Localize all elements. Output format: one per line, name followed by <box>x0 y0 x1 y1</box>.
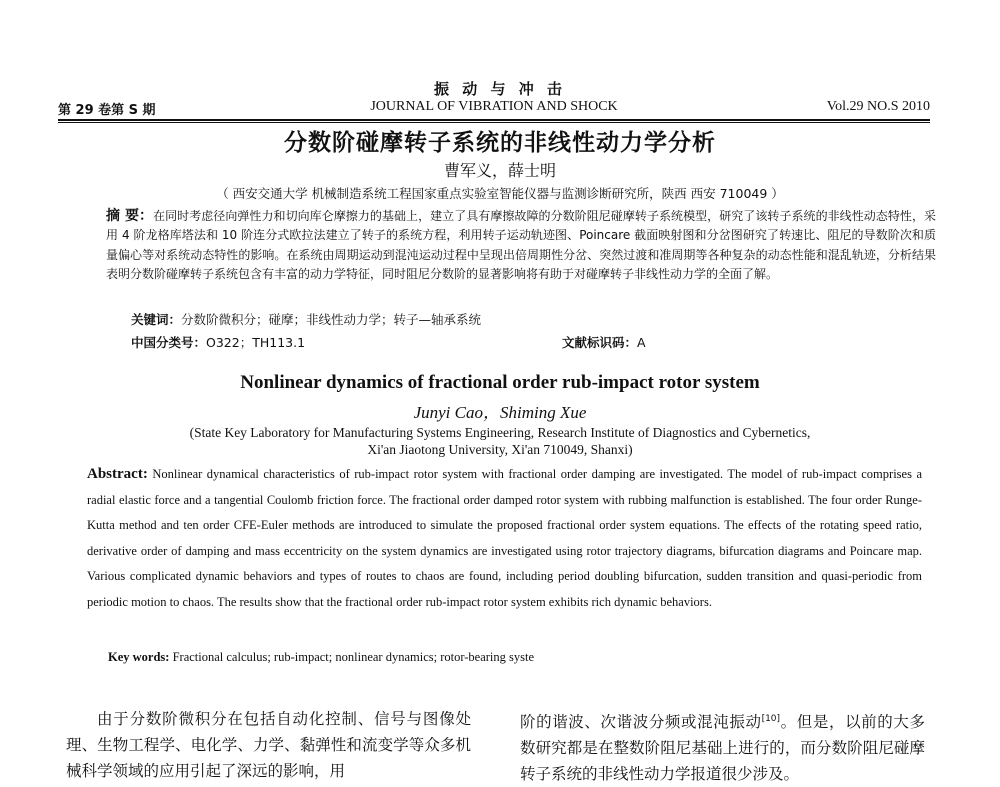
classification-cn <box>131 333 931 351</box>
paper-title-en: Nonlinear dynamics of fractional order rub-impact rotor system <box>240 372 760 393</box>
citation-ref: [10] <box>761 714 781 724</box>
docid-label-cn: 文献标识码： <box>562 335 638 350</box>
volume-en: Vol.29 NO.S 2010 <box>826 99 930 114</box>
journal-name-cn: 振 动 与 冲 击 <box>434 80 566 98</box>
body-left-column: 由于分数阶微积分在包括自动化控制、信号与图像处理、生物工程学、电化学、力学、黏弹性和流变学等众多机械科学领域的应用引起了深远的影响，用 <box>66 710 471 780</box>
keywords-cn <box>131 310 931 328</box>
abstract-text-cn: 在同时考虑径向弹性力和切向库仑摩擦力的基础上，建立了具有摩擦故障的分数阶阻尼碰摩转子系统模型，研究了该转子系统的非线性动态特性，采用 4 阶龙格库塔法和 10 阶连分式欧拉法建立了转子的系统方程，利用转子运动轨迹图、Poincare 截面映射图和分岔图研究了转速比、阻尼的导数阶次和质量偏心等对系统动态特性的影响。在系统由周期运动到混沌运动过程中呈现出倍周期性分岔、突然过渡和准周期等各种复杂的动态性能和混乱轨迹，分析结果表明分数阶碰摩转子系统包含有丰富的动力学特征，同时阻尼分数阶的显著影响将有助于对碰摩转子非线性动力学的全面了解。 <box>106 209 936 281</box>
class-label-cn: 中国分类号： <box>131 335 207 350</box>
abstract-text-en: Nonlinear dynamical characteristics of rub-impact rotor system with fractional order damping are investigated. The model of rub-impact comprises a radial elastic force and a tangential Coulomb friction force. The fractional order damped rotor system with rubbing malfunction is established. The four order Runge-Kutta method and ten order CFE-Euler methods are introduced to simulate the proposed fractional order system equations. The effects of the rotating speed ratio, derivative order of damping and mass eccentricity on the system dynamics are investigated using rotor trajectory diagrams, bifurcation diagrams and Poincare map. Various complicated dynamic behaviors and types of routes to chaos are found, including period doubling bifurcation, sudden transition and quasi-periodic from periodic motion to chaos. The results show that the fractional order rub-impact rotor system exhibits rich dynamic behaviors. <box>87 467 922 609</box>
affiliation-en-line2: Xi'an Jiaotong University, Xi'an 710049, Shanxi) <box>367 442 633 457</box>
abstract-en <box>87 462 922 615</box>
journal-name-en: JOURNAL OF VIBRATION AND SHOCK <box>370 99 618 114</box>
class-value-cn: O322；TH113.1 <box>206 335 306 350</box>
keywords-label-cn: 关键词： <box>131 312 182 327</box>
docid-value-cn: A <box>637 335 646 350</box>
paper-title-cn: 分数阶碰摩转子系统的非线性动力学分析 <box>284 130 716 156</box>
abstract-label-cn: 摘 要： <box>106 208 154 224</box>
authors-en: Junyi Cao，Shiming Xue <box>413 403 587 422</box>
affiliation-en-line1: (State Key Laboratory for Manufacturing Systems Engineering, Research Institute of Diagnostics and Cybernetics, <box>189 425 811 440</box>
body-right-text: 阶的谐波、次谐波分频或混沌振动 <box>520 713 762 732</box>
affiliation-cn: （ 西安交通大学 机械制造系统工程国家重点实验室智能仪器与监测诊断研究所，陕西 西安 710049 ） <box>216 186 784 201</box>
keywords-text-en: Fractional calculus; rub-impact; nonlinear dynamics; rotor-bearing syste <box>172 650 535 664</box>
abstract-cn <box>106 207 936 284</box>
keywords-text-cn: 分数阶微积分；碰摩；非线性动力学；转子—轴承系统 <box>181 312 482 327</box>
header-rule <box>58 119 930 123</box>
body-right-text-cont: 。但是，以前的大多数研究都是在整数阶阻尼基础上进行的，而分数阶阻尼碰摩转子系统的非线性动力学报道很少涉及。 <box>520 713 925 784</box>
document-id-cn <box>562 333 646 351</box>
keywords-label-en: Key words: <box>108 650 170 664</box>
authors-cn: 曹军义，薛士明 <box>443 161 556 180</box>
keywords-en <box>108 650 928 665</box>
volume-cn: 第 29 卷第 S 期 <box>58 103 156 118</box>
abstract-label-en: Abstract: <box>87 466 148 482</box>
body-right-column <box>520 706 925 787</box>
running-header <box>58 99 930 119</box>
